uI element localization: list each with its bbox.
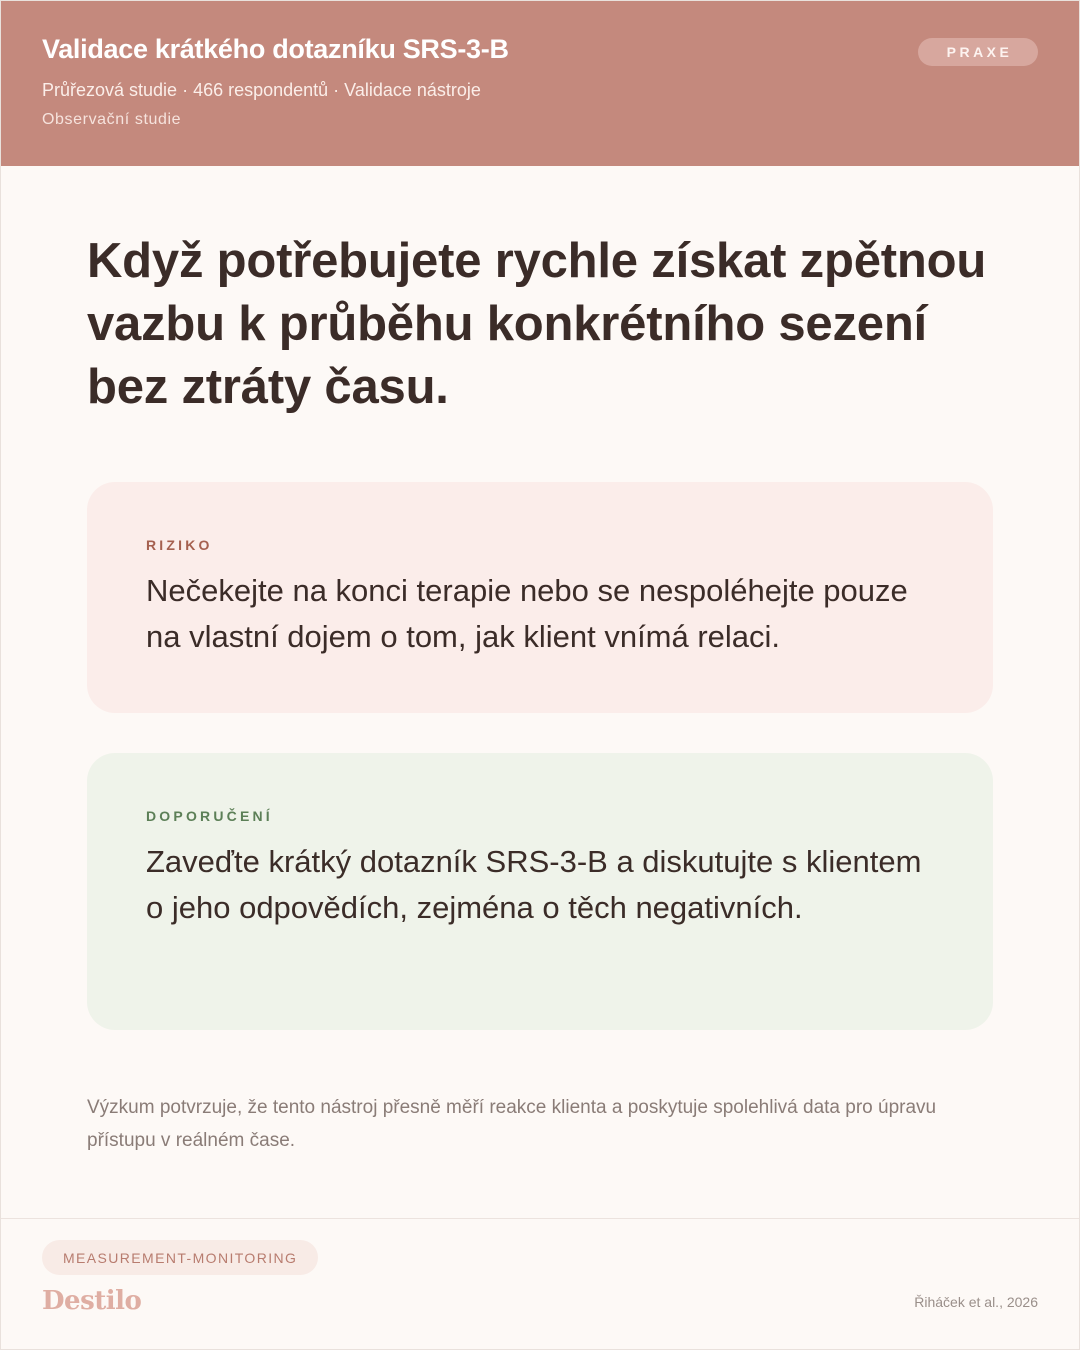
topic-tag[interactable]: MEASUREMENT-MONITORING <box>42 1240 318 1275</box>
study-meta: Průřezová studie · 466 respondentů · Validace nástroje <box>42 80 481 100</box>
header-banner <box>0 0 1080 166</box>
recommendation-text: Zaveďte krátký dotazník SRS-3-B a diskutujte s klientem o jeho odpovědích, zejména o těch negativních. <box>146 844 922 925</box>
recommendation-label: DOPORUČENÍ <box>146 808 273 824</box>
footer-divider <box>0 1218 1080 1219</box>
risk-text: Nečekejte na konci terapie nebo se nespoléhejte pouze na vlastní dojem o tom, jak klient vnímá relaci. <box>146 573 908 654</box>
risk-card <box>87 482 993 713</box>
risk-label: RIZIKO <box>146 537 213 553</box>
brand-logo: Destilo <box>42 1286 142 1316</box>
citation: Řiháček et al., 2026 <box>914 1294 1038 1310</box>
category-badge: PRAXE <box>918 38 1038 66</box>
study-title: Validace krátkého dotazníku SRS-3-B <box>42 34 509 64</box>
study-type: Observační studie <box>42 111 182 128</box>
headline: Když potřebujete rychle získat zpětnou vazbu k průběhu konkrétního sezení bez ztráty času. <box>87 234 987 414</box>
summary-text: Výzkum potvrzuje, že tento nástroj přesně měří reakce klienta a poskytuje spolehlivá data pro úpravu přístupu v reálném čase. <box>87 1097 937 1151</box>
recommendation-card <box>87 753 993 1030</box>
